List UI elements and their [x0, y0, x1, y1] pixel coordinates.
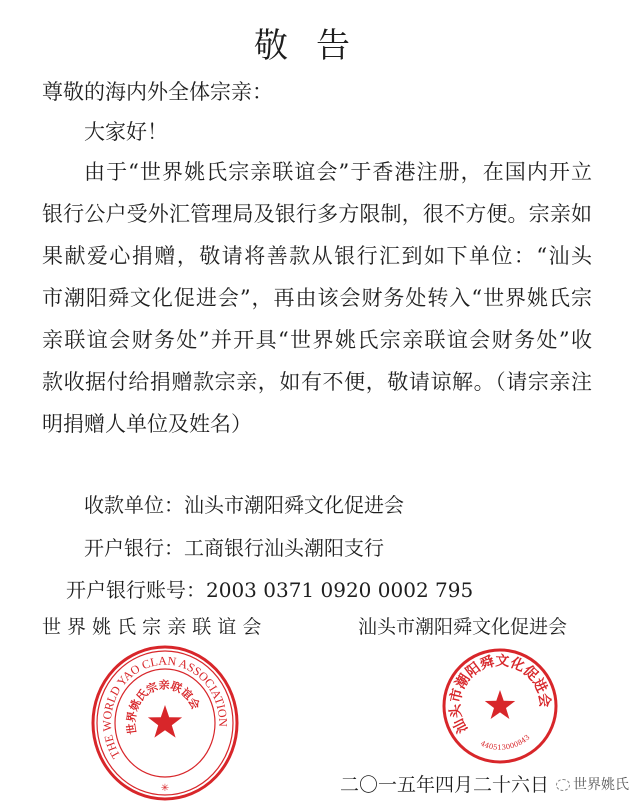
wechat-icon — [556, 779, 570, 791]
greeting: 大家好！ — [84, 120, 168, 144]
account-line: 开户银行账号：2003 0371 0920 0002 795 — [66, 578, 474, 602]
body-line: 市潮阳舜文化促进会”，再由该会财务处转入“世界姚氏宗 — [42, 286, 592, 310]
seal-outer-text: 汕头市潮阳舜文化促进会 — [447, 653, 553, 736]
bank-line: 开户银行：工商银行汕头潮阳支行 — [84, 536, 384, 560]
body-line: 由于“世界姚氏宗亲联谊会”于香港注册，在国内开立 — [84, 160, 592, 184]
seal-outer-text: THE WORLD YAO CLAN ASSOCIATION — [99, 653, 231, 762]
shantou-culture-seal — [440, 646, 560, 766]
world-yao-clan-seal — [90, 644, 240, 802]
asterisk-icon: ✳ — [160, 783, 170, 794]
seal-inner-text: 世界姚氏宗亲联谊会 — [124, 678, 203, 736]
signature-left: 世 界 姚 氏 宗 亲 联 谊 会 — [42, 616, 262, 638]
watermark-text: 世界姚氏 — [573, 777, 629, 793]
body-line: 款收据付给捐赠款宗亲，如有不便，敬请谅解。（请宗亲注 — [42, 370, 592, 394]
payee-line: 收款单位：汕头市潮阳舜文化促进会 — [84, 493, 404, 517]
notice-date: 二〇一五年四月二十六日 — [340, 774, 550, 796]
star-icon — [485, 690, 515, 719]
watermark — [556, 776, 629, 794]
notice-title: 敬告 — [254, 26, 378, 66]
seal-code-text: 440513000843 — [479, 733, 532, 752]
body-line: 银行公户受外汇管理局及银行多方限制，很不方便。宗亲如 — [42, 202, 592, 226]
signature-right: 汕头市潮阳舜文化促进会 — [358, 616, 568, 638]
svg-text:440513000843 — [479, 733, 531, 751]
body-line: 果献爱心捐赠，敬请将善款从银行汇到如下单位：“汕头 — [42, 244, 592, 268]
body-line: 明捐赠人单位及姓名） — [42, 412, 252, 436]
body-line: 亲联谊会财务处”并开具“世界姚氏宗亲联谊会财务处”收 — [42, 328, 592, 352]
star-icon — [148, 705, 182, 738]
salutation: 尊敬的海内外全体宗亲： — [42, 80, 273, 104]
